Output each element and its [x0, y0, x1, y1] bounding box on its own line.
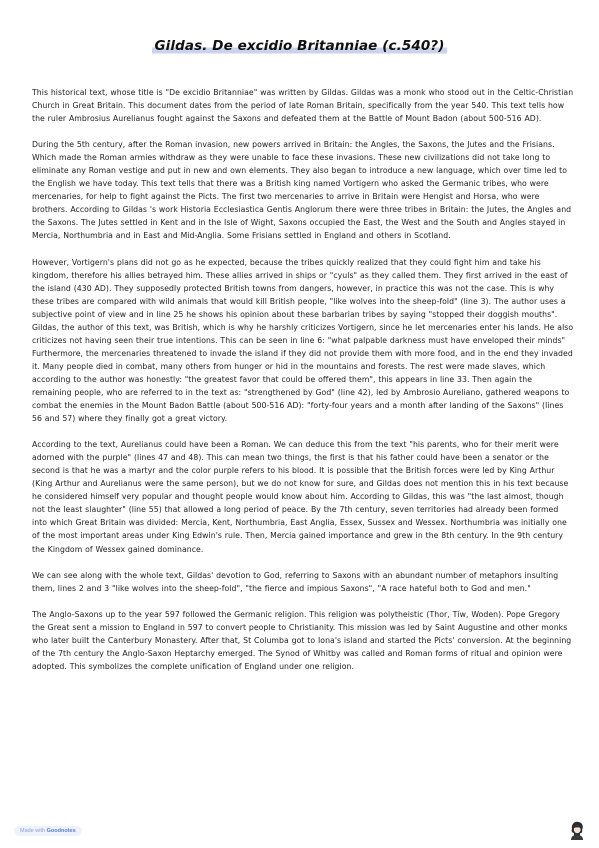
- page-title-text: Gildas. De excidio Britanniae (c.540?): [154, 38, 445, 54]
- made-with-prefix: Made with: [20, 828, 47, 834]
- paragraph-2: During the 5th century, after the Roman invasion, new powers arrived in Britain: the Angles, the Saxons, the Jutes and the Frisians. Which made the Roman armies withdraw as they were unable to face these invasions. These new civilizations did not take long to eliminate any Roman vestige and put in new and own elements. They also began to introduce a new language, which over time led to the English we have today. This text tells that there was a British king named Vortigern who asked the Germanic tribes, who were mercenaries, for help to fight against the Picts. The first two mercenaries to arrive in Britain were Hengist and Horsa, who were brothers. According to Gildas 's work Historia Ecclesiastica Gentis Anglorum there were three tribes in Britain: the Jutes, the Angles and the Saxons. The Jutes settled in Kent and in the Isle of Wight, Saxons occupied the East, the West and the South and Angles stayed in Mercia, Northumbria and in East and Mid-Anglia. Some Frisians settled in England and others in Scotland.: [32, 140, 572, 241]
- avatar-icon: [568, 820, 586, 840]
- paragraph-3: However, Vortigern's plans did not go as he expected, because the tribes quickly realized that they could fight him and take his kingdom, therefore his allies betrayed him. These allies arrived in ships or "cyuls" as they called them. They first arrived in the east of the island (430 AD). They supposedly protected British towns from dangers, however, in practice this was not the case. This is why these tribes are compared with wild animals that would kill British people, "like wolves into the sheep-fold" (line 3). The author uses a subjective point of view and in line 25 he shows his opinion about these barbarian tribes by saying "stopped their doggish mouths". Gildas, the author of this text, was British, which is why he harshly criticizes Vortigern, since he let mercenaries enter his lands. He also criticizes not having seen their true intentions. This can be seen in line 6: "what palpable darkness must have enveloped their minds" Furthermore, the mercenaries threatened to invade the island if they did not provide them with more food, and in the end they invaded it. Many people died in combat, many others from hunger or hid in the mountains and forests. The rest were made slaves, which according to the author was honestly: "the greatest favor that could be offered them", this appears in line 33. Then again the remaining people, who are referred to in the text as: "strengthened by God" (line 42), led by Ambrosio Aureliano, gathered weapons to combat the enemies in the Mount Badon Battle (about 500-516 AD): "forty-four years and a month after landing of the Saxons" (lines 56 and 57) where they finally got a great victory.: [32, 257, 574, 424]
- paragraph-5: We can see along with the whole text, Gildas' devotion to God, referring to Saxons with an abundant number of metaphors insulting them, lines 2 and 3 "like wolves into the sheep-fold", "the fierce and impious Saxons", "A race hateful both to God and men.": [32, 570, 559, 593]
- paragraph-6: The Anglo-Saxons up to the year 597 followed the Germanic religion. This religion was polytheistic (Thor, Tíw, Woden). Pope Gregory the Great sent a mission to England in 597 to convert people to Christianity. This mission was led by Saint Augustine and other monks who later built the Canterbury Monastery. After that, St Columba got to Iona's island and started the Picts' conversion. At the beginning of the 7th century the Anglo-Saxon Heptarchy emerged. The Synod of Whitby was called and Roman forms of ritual and opinion were adopted. This symbolizes the complete unification of England under one religion.: [32, 609, 572, 671]
- paragraph-1: This historical text, whose title is "De excidio Britanniae" was written by Gildas. Gildas was a monk who stood out in the Celtic-Christian Church in Great Britain. This document dates from the period of late Roman Britain, specifically from the year 540. This text tells how the ruler Ambrosius Aurelianus fought against the Saxons and defeated them at the Battle of Mount Badon (about 500-516 AD).: [32, 88, 574, 124]
- made-with-badge[interactable]: [14, 826, 82, 836]
- document-body: [32, 86, 574, 686]
- paragraph-4: According to the text, Aurelianus could have been a Roman. We can deduce this from the text "his parents, who for their merit were adorned with the purple" (lines 47 and 48). This can mean two things, the first is that his father could have been a senator or the second is that he was a martyr and the color purple refers to his blood. It is possible that the British forces were led by King Arthur (King Arthur and Aurelianus were the same person), but we do not know for sure, and Gildas does not mention this in his text because he considered himself very popular and thought people would know about him. According to Gildas, this was "the last almost, though not the least slaughter" (line 55) that allowed a long period of peace. By the 7th century, seven territories had already been formed into which Great Britain was divided: Mercia, Kent, Northumbria, East Anglia, Essex, Sussex and Wessex. Northumbria was initially one of the most important areas under King Edwin's rule. Then, Mercia gained importance and grew in the 8th century. In the 9th century the Kingdom of Wessex gained dominance.: [32, 440, 569, 554]
- goodnotes-brand: Goodnotes: [46, 828, 76, 834]
- page-title: [0, 38, 599, 55]
